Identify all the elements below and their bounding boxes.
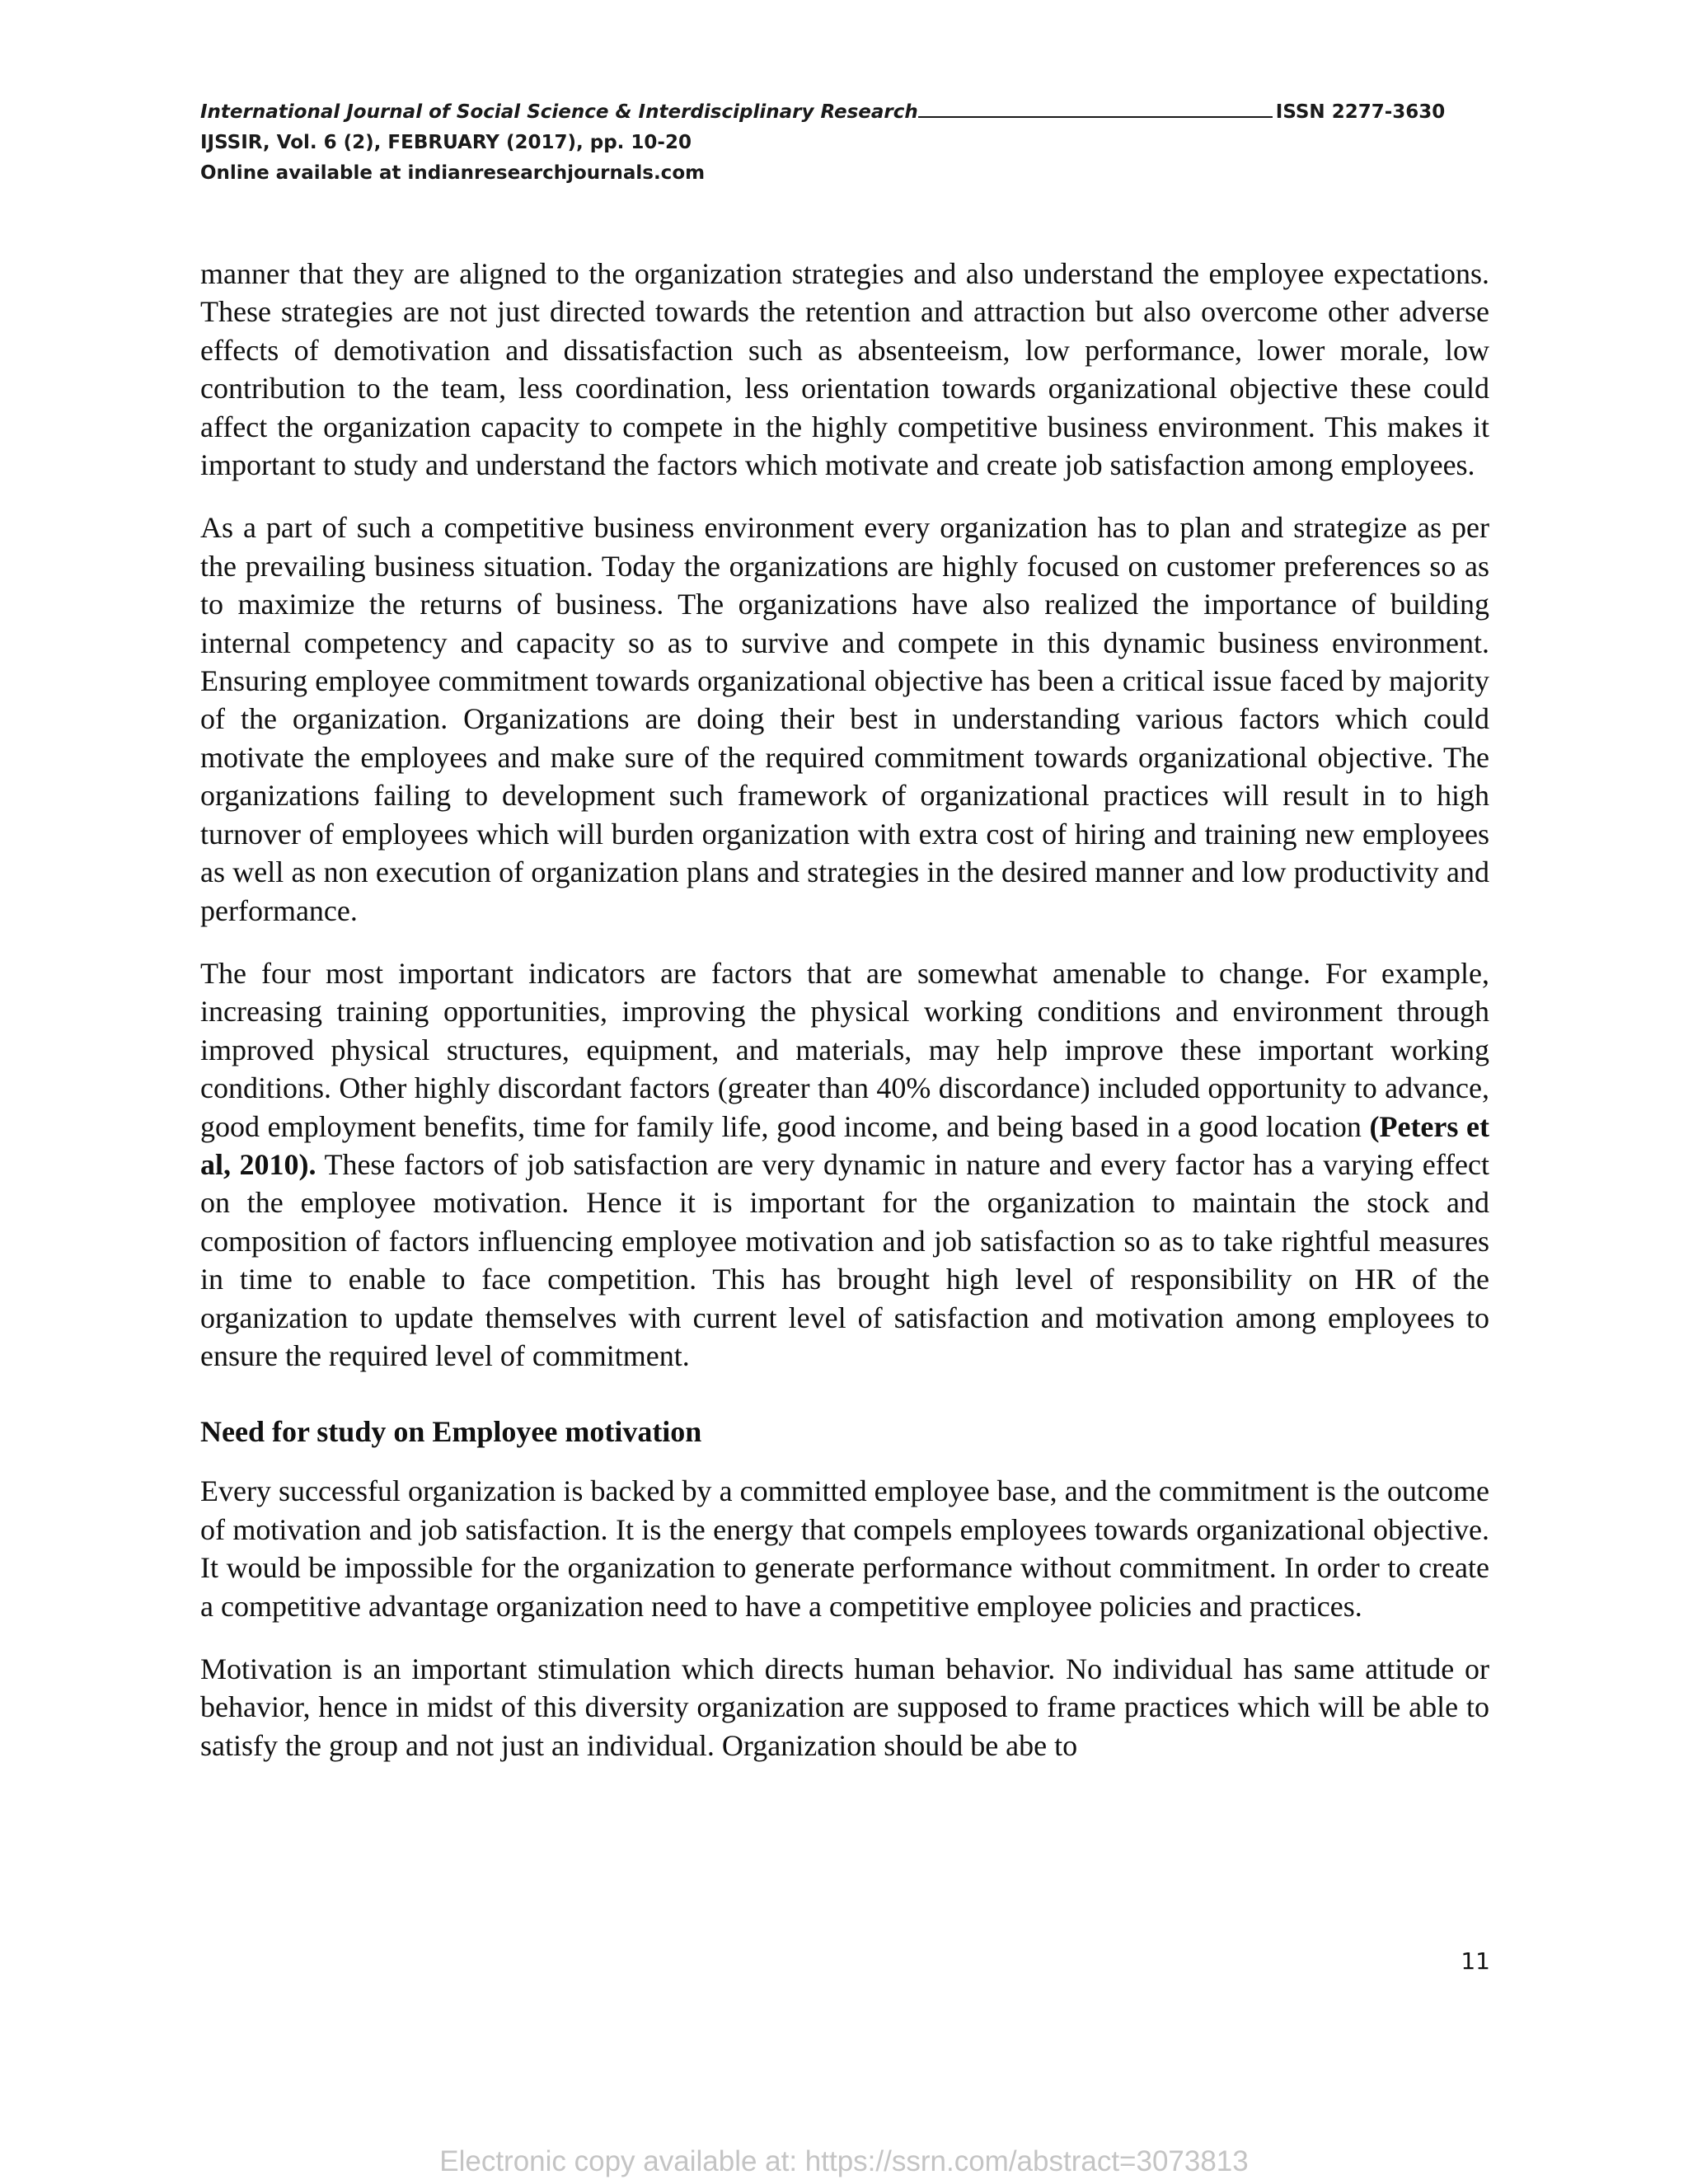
issn: ISSN 2277-3630 <box>1275 101 1446 123</box>
header-rule <box>918 115 1273 118</box>
volume-line: IJSSIR, Vol. 6 (2), FEBRUARY (2017), pp. 10-20 <box>200 132 692 153</box>
ssrn-footer-note: Electronic copy available at: https://ssrn.com/abstract=3073813 <box>439 2145 1249 2177</box>
paragraph-text: These factors of job satisfaction are very dynamic in nature and every factor has a varying effect on the employee motivation. Hence it is important for the organization to maintain the stock and composition of factors influencing employee motivation and job satisfaction so as to take rightful measures in time to enable to face competition. This has brought high level of responsibility on HR of the organization to update themselves with current level of satisfaction and motivation among employees to ensure the required level of commitment. <box>200 1147 1489 1372</box>
running-header <box>200 97 1486 189</box>
journal-name: International Journal of Social Science & Interdisciplinary Research <box>200 101 918 123</box>
page-number: 11 <box>1461 1947 1490 1975</box>
online-availability-line: Online available at indianresearchjournals.com <box>200 162 706 184</box>
paragraph-text: The four most important indicators are factors that are somewhat amenable to change. For example, increasing training opportunities, improving the physical working conditions and environment through improved physical structures, equipment, and materials, may help improve these important working conditions. Other highly discordant factors (greater than 40% discordance) included opportunity to advance, good employment benefits, time for family life, good income, and being based in a good location <box>200 956 1489 1143</box>
section-heading: Need for study on Employee motivation <box>200 1415 702 1449</box>
citation: (Peters et al, 2010). <box>200 1109 1489 1181</box>
body-paragraph: As a part of such a competitive business environment every organization has to plan and strategize as per the prevailing business situation. Today the organizations are highly focused on customer preferences so as to maximize the returns of business. The organizations have also realized the importance of building internal competency and capacity so as to survive and compete in this dynamic business environment. Ensuring employee commitment towards organizational objective has been a critical issue faced by majority of the organization. Organizations are doing their best in understanding various factors which could motivate the employees and make sure of the required commitment towards organizational objective. The organizations failing to development such framework of organizational practices will result in to high turnover of employees which will burden organization with extra cost of hiring and training new employees as well as non execution of organization plans and strategies in the desired manner and low productivity and performance. <box>200 511 1489 927</box>
body-paragraph <box>200 954 1489 1375</box>
body-paragraph: manner that they are aligned to the organization strategies and also understand the employee expectations. These strategies are not just directed towards the retention and attraction but also overcome other adverse effects of demotivation and dissatisfaction such as absenteeism, low performance, lower morale, low contribution to the team, less coordination, less orientation towards organizational objective these could affect the organization capacity to compete in the highly competitive business environment. This makes it important to study and understand the factors which motivate and create job satisfaction among employees. <box>200 257 1489 482</box>
article-body <box>200 255 1489 1789</box>
body-paragraph: Every successful organization is backed by a committed employee base, and the commitment is the outcome of motivation and job satisfaction. It is the energy that compels employees towards organizational objective. It would be impossible for the organization to generate performance without commitment. In order to create a competitive advantage organization need to have a competitive employee policies and practices. <box>200 1474 1489 1623</box>
journal-title-line <box>200 97 1486 128</box>
body-paragraph: Motivation is an important stimulation which directs human behavior. No individual has same attitude or behavior, hence in midst of this diversity organization are supposed to frame practices which will be able to satisfy the group and not just an individual. Organization should be abe to <box>200 1652 1489 1762</box>
